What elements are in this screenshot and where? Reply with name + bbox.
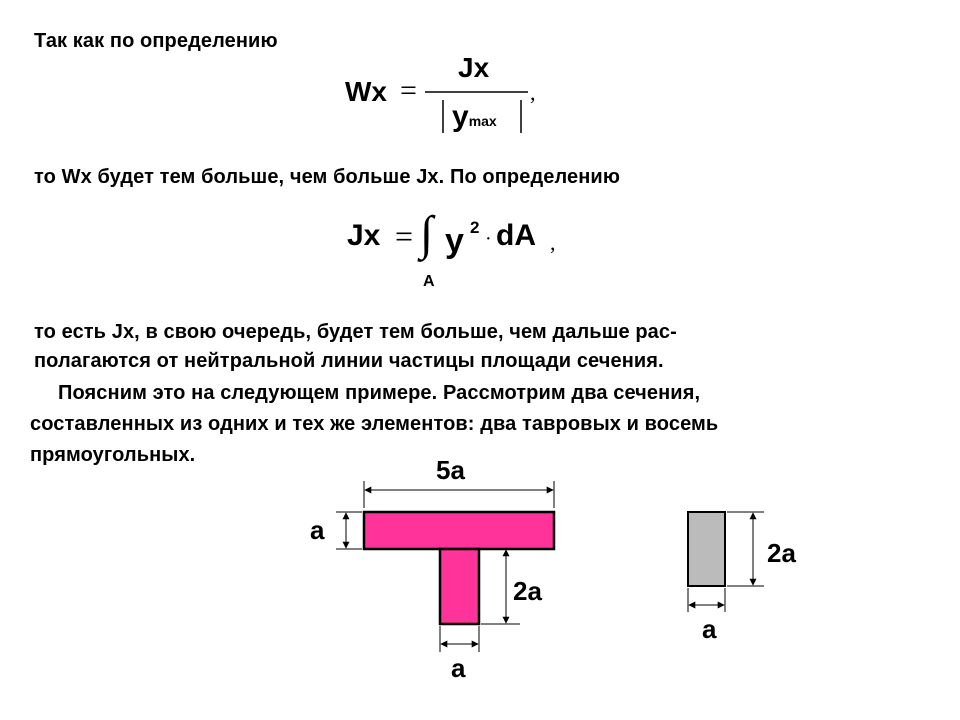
formula2-da: dA: [496, 219, 536, 252]
formula2-comma: ,: [550, 230, 556, 255]
integral-limit: A: [423, 273, 435, 290]
integral-sign: ∫: [420, 207, 434, 260]
formula1-subscript: max: [468, 113, 497, 129]
paragraph2-line1: Поясним это на следующем примере. Рассмотрим два сечения,: [58, 382, 701, 404]
label-flange-a: a: [310, 515, 325, 545]
formula1-numerator: Jx: [458, 52, 490, 83]
formula2-dot: ·: [485, 228, 492, 250]
paragraph2-line2: составленных из одних и тех же элементов: два тавровых и восемь: [30, 413, 719, 435]
label-web-a: a: [451, 653, 466, 683]
paragraph2-line3: прямоугольных.: [30, 444, 196, 466]
label-web-2a: 2a: [513, 576, 542, 606]
formula1-comma: ,: [530, 80, 536, 105]
formula1-lhs: Wx: [345, 76, 387, 107]
formula2-y: y: [445, 222, 464, 260]
line-after-formula1: то Wx будет тем больше, чем больше Jx. По определению: [34, 166, 620, 188]
formula1-y: y: [452, 100, 469, 133]
formula1-equals: =: [400, 74, 417, 107]
intro-line: Так как по определению: [34, 30, 278, 52]
rect-section: [688, 512, 764, 612]
tee-web: [440, 549, 479, 624]
label-rect-a: a: [702, 614, 717, 644]
label-5a: 5a: [436, 455, 465, 485]
formula2-equals: =: [395, 218, 414, 254]
tee-section: [336, 481, 554, 652]
rect-element: [688, 512, 725, 586]
paragraph1-line2: полагаются от нейтральной линии частицы площади сечения.: [34, 350, 664, 372]
formula2-power: 2: [470, 218, 480, 237]
tee-flange: [364, 512, 554, 549]
label-rect-2a: 2a: [767, 538, 796, 568]
formula2-lhs: Jx: [347, 219, 381, 252]
paragraph1-line1: то есть Jx, в свою очередь, будет тем больше, чем дальше рас-: [34, 321, 677, 343]
